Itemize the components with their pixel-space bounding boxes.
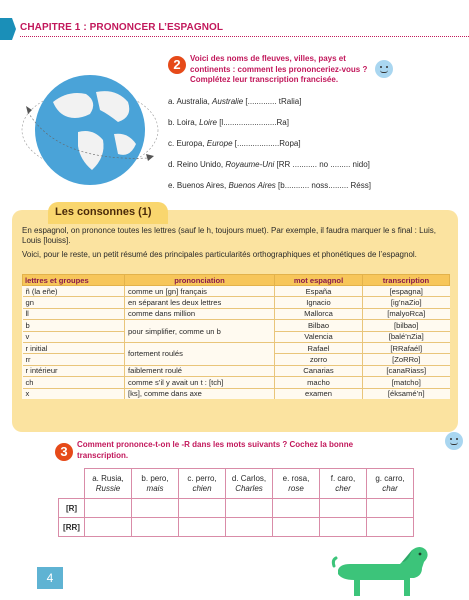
row-label: [R] [59,499,85,518]
table-cell: [balé’nZia] [363,331,450,342]
checkbox-cell[interactable] [85,518,132,537]
table-cell: examen [275,388,363,399]
table-cell: en séparant les deux lettres [125,297,275,308]
item-french: Australie [212,97,244,106]
table-row [23,320,450,331]
checkbox-cell[interactable] [367,518,414,537]
consonants-paragraph-2: Voici, pour le reste, un petit résumé des principales particularités orthographiques et phonétiques de l’espagnol. [22,250,417,259]
list-item [168,160,458,181]
table-cell: r intérieur [23,365,125,376]
table-cell: pour simplifier, comme un b [125,320,275,343]
table-cell: Bilbao [275,320,363,331]
item-word: Australia, [176,97,210,106]
page-number: 4 [37,567,63,589]
table-cell: comme s’il y avait un t : [tch] [125,377,275,388]
table-cell: rr [23,354,125,365]
answer-blank[interactable]: [............. tRalia] [245,97,302,106]
instruction-line: continents : comment les prononceriez-vous ? [190,64,368,74]
column-header: e. rosa, rose [273,469,320,499]
checkbox-cell[interactable] [226,518,273,537]
chapter-badge-icon [0,18,16,40]
consonants-paragraph-1: En espagnol, on prononce toutes les lettres (sauf le h, toujours muet). Par exemple, il faudra marquer le s final : Luis, Louis [louiss]. [22,226,436,245]
answer-blank[interactable]: [b........... noss......... Réss] [278,181,371,190]
table-cell: comme un [gn] français [125,286,275,297]
table-cell: ñ (la eñe) [23,286,125,297]
chapter-title: CHAPITRE 1 : PRONONCER L’ESPAGNOL [20,22,224,33]
smiley-icon [375,60,393,78]
checkbox-cell[interactable] [179,499,226,518]
table-cell: Canarias [275,365,363,376]
table-header-row [23,275,450,286]
item-letter: a. [168,97,175,106]
column-header: d. Carlos, Charles [226,469,273,499]
checkbox-cell[interactable] [132,518,179,537]
table-cell: [malyoRca] [363,308,450,319]
item-letter: b. [168,118,175,127]
smiley-icon [445,432,463,450]
answer-blank[interactable]: [...................Ropa] [234,139,301,148]
item-french: Europe [206,139,233,148]
dachshund-icon [330,540,430,600]
chapter-header [0,16,469,42]
table-cell: x [23,388,125,399]
table-cell: macho [275,377,363,388]
instruction-line: Voici des noms de fleuves, villes, pays et [190,54,346,63]
chapter-divider [20,36,469,37]
table-cell: r initial [23,342,125,353]
checkbox-cell[interactable] [320,518,367,537]
table-cell: Ignacio [275,297,363,308]
exercise-2-number: 2 [168,56,186,74]
column-header: mot espagnol [275,275,363,286]
checkbox-cell[interactable] [320,499,367,518]
item-letter: d. [168,160,175,169]
table-row [59,499,414,518]
answer-blank[interactable]: [RR ........... no ......... nido] [276,160,370,169]
table-corner [59,469,85,499]
table-cell: fortement roulés [125,342,275,365]
exercise-3-number: 3 [55,443,73,461]
table-row [59,518,414,537]
table-row [23,308,450,319]
table-cell: [bilbao] [363,320,450,331]
list-item [168,139,458,160]
checkbox-cell[interactable] [179,518,226,537]
table-cell: v [23,331,125,342]
column-header: transcription [363,275,450,286]
table-cell: [canaRiass] [363,365,450,376]
globe-icon [18,62,168,192]
checkbox-cell[interactable] [273,499,320,518]
consonants-table [22,274,450,399]
instruction-line: Comment prononce-t-on le -R dans les mots suivants ? Cochez la bonne [77,440,354,449]
table-cell: [éksamé’n] [363,388,450,399]
table-cell: [ig’naZio] [363,297,450,308]
table-row [23,365,450,376]
column-header: a. Rusia, Russie [85,469,132,499]
item-french: Royaume-Uni [225,160,275,169]
table-cell: gn [23,297,125,308]
list-item [168,118,458,139]
list-item [168,181,458,202]
table-row [23,286,450,297]
list-item [168,97,458,118]
table-cell: faiblement roulé [125,365,275,376]
item-french: Loire [199,118,217,127]
column-header: prononciation [125,275,275,286]
checkbox-cell[interactable] [85,499,132,518]
item-word: Buenos Aires, [176,181,227,190]
column-header: c. perro, chien [179,469,226,499]
item-word: Europa, [176,139,205,148]
item-french: Buenos Aires [228,181,276,190]
table-cell: b [23,320,125,331]
table-row [23,297,450,308]
table-header-row [59,469,414,499]
column-header: g. carro, char [367,469,414,499]
instruction-line: Complétez leur transcription francisée. [190,75,339,84]
consonants-title: Les consonnes (1) [55,206,152,218]
item-word: Reino Unido, [176,160,224,169]
table-cell: comme dans million [125,308,275,319]
checkbox-cell[interactable] [367,499,414,518]
table-cell: Rafael [275,342,363,353]
answer-blank[interactable]: [l........................Ra] [219,118,289,127]
exercise-2-list [168,97,458,202]
item-letter: e. [168,181,175,190]
item-word: Loira, [176,118,197,127]
column-header: b. pero, mais [132,469,179,499]
column-header: lettres et groupes [23,275,125,286]
checkbox-cell[interactable] [273,518,320,537]
table-row [23,388,450,399]
table-row [23,342,450,353]
instruction-line: transcription. [77,450,129,460]
item-letter: c. [168,139,175,148]
table-cell: [espagna] [363,286,450,297]
checkbox-cell[interactable] [132,499,179,518]
exercise-3-instructions [77,440,397,461]
table-cell: Mallorca [275,308,363,319]
table-cell: España [275,286,363,297]
table-cell: [ZoRRo] [363,354,450,365]
table-cell: ll [23,308,125,319]
table-row [23,377,450,388]
checkbox-cell[interactable] [226,499,273,518]
exercise-3-table [58,468,414,537]
table-cell: [matcho] [363,377,450,388]
table-cell: ch [23,377,125,388]
table-cell: zorro [275,354,363,365]
table-cell: [RRafaél] [363,342,450,353]
table-cell: [ks], comme dans axe [125,388,275,399]
row-label: [RR] [59,518,85,537]
table-cell: Valencia [275,331,363,342]
column-header: f. caro, cher [320,469,367,499]
